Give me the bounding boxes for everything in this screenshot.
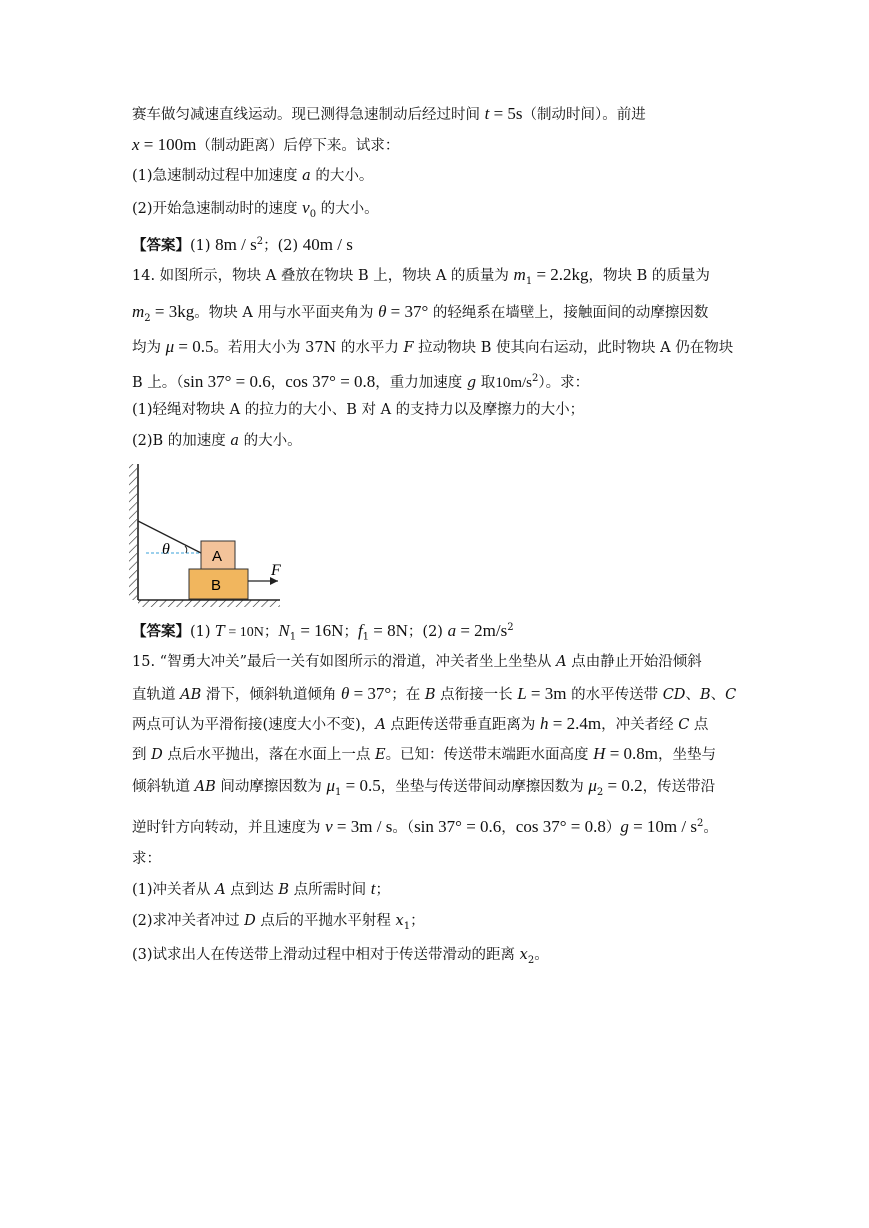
subscript: 0	[309, 208, 317, 220]
text: 。物块 A 用与水平面夹角为	[194, 305, 379, 321]
math-var: B	[424, 687, 436, 703]
math-var: m	[132, 302, 145, 321]
block-a-label: A	[212, 548, 223, 565]
math-var: f	[357, 620, 363, 640]
text: 。若用大小为 37N 的水平力	[213, 340, 404, 356]
text-line	[132, 775, 715, 804]
math-value: 40m / s	[302, 234, 353, 254]
math-var: v	[325, 816, 333, 836]
math-value: = 0.5	[174, 337, 214, 356]
math-var: B	[278, 882, 290, 898]
math-var: m	[513, 265, 526, 284]
text-line	[132, 301, 708, 330]
math-value: cos 37° = 0.8	[515, 816, 606, 836]
text: 。	[534, 947, 549, 963]
math-value: = 0.5	[341, 776, 381, 795]
math-value: sin 37° = 0.6	[183, 371, 271, 391]
text: (1)	[190, 623, 216, 640]
text-line	[132, 399, 584, 421]
text: 。（	[392, 819, 415, 836]
text-line	[132, 134, 399, 157]
math-var: a	[302, 168, 311, 184]
text-line	[132, 878, 390, 901]
text-line	[132, 910, 425, 938]
superscript: 2	[507, 622, 514, 633]
block-diagram	[128, 460, 288, 610]
subscript: 1	[362, 631, 370, 643]
text-line	[132, 944, 549, 972]
text-line	[132, 264, 710, 293]
text: 。已知：传送带末端距水面高度	[385, 747, 594, 763]
subscript: 1	[403, 920, 411, 932]
text: 滑下，倾斜轨道倾角	[201, 687, 341, 703]
math-var: A	[556, 654, 567, 670]
text: (2)开始急速制动时的速度	[132, 201, 303, 217]
text: 的轻绳系在墙壁上，接触面间的动摩擦因数	[428, 305, 709, 321]
text: (1)冲关者从	[132, 882, 216, 898]
math-value: = 3m / s	[332, 816, 393, 836]
subscript: 1	[335, 786, 342, 798]
text: (3)试求出人在传送带上滑动过程中相对于传送带滑动的距离	[132, 947, 520, 963]
text: 取	[476, 374, 496, 391]
force-label: F	[271, 562, 281, 579]
answer-label: 【答案】	[132, 622, 190, 640]
text: 点后水平抛出，落在水面上一点	[162, 747, 375, 763]
theta-label: θ	[162, 541, 170, 558]
math-var: T	[215, 623, 225, 640]
text: 点后的平抛水平射程	[255, 913, 396, 929]
text: 点	[689, 717, 709, 733]
text: 的大小。	[310, 168, 374, 184]
text: 、	[710, 687, 726, 703]
math-value: = 37°	[349, 684, 392, 703]
math-var: N	[278, 620, 290, 640]
math-value: = 16N	[296, 620, 344, 640]
text-line	[132, 848, 161, 870]
math-var: x	[519, 947, 528, 963]
math-var: L	[517, 684, 527, 703]
math-value: = 10N	[224, 624, 264, 640]
math-var: a	[447, 620, 457, 640]
text: (1)轻绳对物块 A 的拉力的大小、B 对 A 的支持力以及摩擦力的大小；	[132, 402, 585, 418]
text: ，	[270, 374, 286, 391]
text-line	[132, 197, 379, 226]
text-line	[132, 165, 373, 187]
math-var: AB	[194, 779, 216, 795]
text-line	[132, 651, 702, 673]
text: (2)B 的加速度	[132, 433, 231, 449]
math-var: x	[395, 913, 404, 929]
math-var: C	[725, 687, 737, 703]
math-value: = 10m / s	[628, 816, 697, 836]
math-var: C	[678, 717, 690, 733]
math-var: F	[403, 340, 414, 356]
answer-line	[132, 231, 353, 257]
math-value: = 5s	[489, 104, 523, 123]
superscript: 2	[256, 236, 264, 247]
text: 的大小。	[239, 433, 302, 449]
math-value: = 2m/s	[456, 620, 508, 640]
math-var: μ	[165, 337, 175, 356]
math-var: t	[484, 104, 490, 123]
text: ；	[343, 623, 358, 640]
text: 15. “智勇大冲关”最后一关有如图所示的滑道，冲关者坐上坐垫从	[132, 654, 557, 670]
math-value: sin 37° = 0.6	[414, 816, 502, 836]
math-var: E	[374, 747, 386, 763]
answer-label: 【答案】	[132, 236, 190, 254]
math-var: θ	[340, 684, 350, 703]
text: ，坐垫与	[658, 747, 717, 763]
math-var: x	[132, 135, 140, 154]
math-var: g	[620, 816, 629, 836]
text: 到	[132, 747, 152, 763]
math-var: A	[215, 882, 226, 898]
block-b-label: B	[211, 577, 222, 594]
text: 点距传送带垂直距离为	[385, 717, 541, 733]
math-var: D	[244, 913, 256, 929]
text: ；	[375, 882, 390, 898]
math-value: = 0.2	[603, 776, 643, 795]
text: ；	[410, 913, 425, 929]
text: 点衔接一长	[435, 687, 518, 703]
subscript: 2	[144, 312, 151, 324]
math-value: 10m/s	[495, 374, 532, 391]
text: ，坐垫与传送带间动摩擦因数为	[380, 779, 589, 795]
math-var: H	[593, 744, 606, 763]
text: ）	[605, 819, 621, 836]
text: （制动时间）。前进	[522, 107, 646, 123]
math-value: 8m / s	[215, 234, 257, 254]
text: 、	[685, 687, 700, 703]
subscript: 1	[289, 631, 297, 643]
text: ；	[263, 623, 279, 640]
text: 点所需时间	[289, 882, 371, 898]
math-var: D	[151, 747, 163, 763]
text-line	[132, 743, 716, 766]
wall	[129, 464, 138, 600]
math-var: μ	[588, 776, 597, 795]
math-value: = 8N	[369, 620, 408, 640]
math-value: = 2.4m	[548, 714, 602, 733]
math-value: cos 37° = 0.8	[285, 371, 376, 391]
subscript: 1	[525, 275, 533, 287]
text: 的大小。	[316, 201, 379, 217]
text-line	[132, 713, 708, 736]
math-var: B	[699, 687, 711, 703]
math-value: = 100m	[139, 135, 197, 154]
text-line	[132, 683, 736, 706]
text: (1)	[190, 237, 216, 254]
text: 间动摩擦因数为	[215, 779, 327, 795]
answer-line	[132, 617, 514, 649]
text: 点由静止开始沿倾斜	[566, 654, 702, 670]
math-var: AB	[180, 687, 202, 703]
text: ，传送带沿	[642, 779, 716, 795]
math-var: A	[375, 717, 386, 733]
text: （制动距离）后停下来。试求：	[196, 138, 400, 154]
text-line	[132, 103, 646, 126]
text-line	[132, 430, 302, 452]
text: 直轨道	[132, 687, 181, 703]
subscript: 2	[527, 954, 535, 966]
math-var: h	[540, 714, 549, 733]
text: ，	[501, 819, 516, 836]
math-var: g	[466, 374, 477, 391]
math-var: CD	[662, 687, 686, 703]
text: 14. 如图所示，物块 A 叠放在物块 B 上，物块 A 的质量为	[132, 268, 514, 284]
text: ，重力加速度	[375, 374, 467, 391]
superscript: 2	[697, 818, 704, 829]
text: 点到达	[225, 882, 279, 898]
math-value: = 0.8m	[605, 744, 659, 763]
text: (2)求冲关者冲过	[132, 913, 245, 929]
text: ；在	[391, 687, 425, 703]
math-var: μ	[326, 776, 336, 795]
text-line	[132, 336, 733, 359]
math-value: = 2.2kg	[532, 265, 589, 284]
text: ；(2)	[263, 237, 303, 254]
ground	[138, 600, 280, 607]
text: 两点可认为平滑衔接(速度大小不变)，	[132, 717, 376, 733]
text: 拉动物块 B 使其向右运动，此时物块 A 仍在物块	[413, 340, 734, 356]
text-line	[132, 813, 718, 839]
math-var: v	[302, 198, 310, 217]
angle-arc	[185, 546, 187, 553]
math-value: = 3kg	[150, 302, 195, 321]
math-value: = 3m	[526, 684, 567, 703]
text: 的水平传送带	[566, 687, 663, 703]
math-var: t	[370, 879, 376, 898]
math-var: θ	[378, 302, 387, 321]
math-value: = 37°	[386, 302, 429, 321]
math-var: a	[230, 433, 240, 449]
text-line	[132, 368, 589, 394]
text: 逆时针方向转动，并且速度为	[132, 819, 326, 836]
text: ，物块 B 的质量为	[588, 268, 710, 284]
text: 。	[703, 819, 718, 836]
text: ；(2)	[407, 623, 448, 640]
text: ）。求：	[538, 374, 590, 391]
subscript: 2	[596, 786, 604, 798]
text: 求：	[132, 851, 161, 867]
text: (1)急速制动过程中加速度	[132, 168, 303, 184]
text: ，冲关者经	[601, 717, 679, 733]
text: 赛车做匀减速直线运动。现已测得急速制动后经过时间	[132, 107, 485, 123]
text: B 上。（	[132, 374, 184, 391]
superscript: 2	[532, 373, 539, 384]
text: 均为	[132, 340, 166, 356]
text: 倾斜轨道	[132, 779, 195, 795]
